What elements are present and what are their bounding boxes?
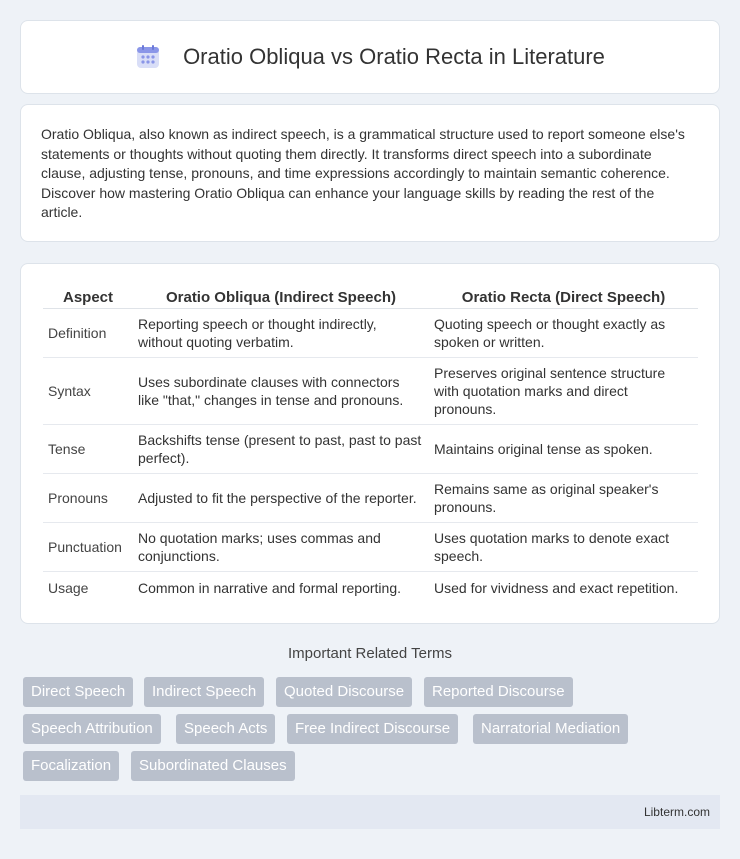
page-title: Oratio Obliqua vs Oratio Recta in Literature — [183, 44, 605, 69]
row-recta: Uses quotation marks to denote exact speech. — [429, 523, 698, 572]
title-card — [20, 20, 720, 94]
tag-reported-discourse[interactable]: Reported Discourse — [424, 677, 573, 707]
row-recta: Preserves original sentence structure with quotation marks and direct pronouns. — [429, 358, 698, 425]
tag-speech-acts[interactable]: Speech Acts — [176, 714, 275, 744]
row-obliqua: Backshifts tense (present to past, past to past perfect). — [133, 425, 429, 474]
row-aspect: Syntax — [43, 358, 133, 425]
comparison-table — [43, 284, 698, 604]
table-row — [43, 474, 698, 523]
row-obliqua: No quotation marks; uses commas and conjunctions. — [133, 523, 429, 572]
calendar-grid-icon — [135, 44, 161, 70]
tag-quoted-discourse[interactable]: Quoted Discourse — [276, 677, 412, 707]
tag-subordinated-clauses[interactable]: Subordinated Clauses — [131, 751, 295, 781]
header-oratio-obliqua: Oratio Obliqua (Indirect Speech) — [133, 284, 429, 309]
intro-card — [20, 104, 720, 242]
row-obliqua: Adjusted to fit the perspective of the reporter. — [133, 474, 429, 523]
row-recta: Used for vividness and exact repetition. — [434, 579, 679, 596]
footer-brand[interactable]: Libterm.com — [643, 805, 710, 819]
row-aspect: Punctuation — [43, 523, 133, 572]
tag-narratorial-mediation[interactable]: Narratorial Mediation — [473, 714, 628, 744]
tag-free-indirect-discourse[interactable]: Free Indirect Discourse — [287, 714, 458, 744]
row-recta: Maintains original tense as spoken. — [429, 425, 698, 474]
header-aspect: Aspect — [43, 284, 133, 309]
tag-direct-speech[interactable]: Direct Speech — [23, 677, 133, 707]
row-aspect: Pronouns — [43, 474, 133, 523]
tag-speech-attribution[interactable]: Speech Attribution — [23, 714, 161, 744]
table-row — [43, 572, 698, 604]
row-aspect: Tense — [43, 425, 133, 474]
header-oratio-recta: Oratio Recta (Direct Speech) — [429, 284, 698, 309]
table-row — [43, 358, 698, 425]
table-row — [43, 425, 698, 474]
table-row — [43, 523, 698, 572]
intro-paragraph: Oratio Obliqua, also known as indirect speech, is a grammatical structure used to report someone else's statements or thoughts without quoting them directly. It transforms direct speech into a subordinate clause, adjusting tense, pronouns, and time expressions accordingly to maintain semantic coherence. Discover how mastering Oratio Obliqua can enhance your language skills by reading the rest of the article. — [41, 126, 685, 220]
row-aspect: Usage — [48, 579, 89, 596]
related-terms-title: Important Related Terms — [288, 645, 452, 662]
row-aspect: Definition — [43, 309, 133, 358]
tag-indirect-speech[interactable]: Indirect Speech — [144, 677, 264, 707]
row-recta: Quoting speech or thought exactly as spoken or written. — [429, 309, 698, 358]
comparison-table-card — [20, 263, 720, 624]
row-obliqua: Reporting speech or thought indirectly, without quoting verbatim. — [133, 309, 429, 358]
table-row — [43, 309, 698, 358]
footer — [20, 795, 720, 829]
row-obliqua: Uses subordinate clauses with connectors like "that," changes in tense and pronouns. — [133, 358, 429, 425]
table-header-row — [43, 284, 698, 309]
tag-focalization[interactable]: Focalization — [23, 751, 119, 781]
row-obliqua: Common in narrative and formal reporting. — [138, 579, 402, 596]
row-recta: Remains same as original speaker's pronouns. — [429, 474, 698, 523]
